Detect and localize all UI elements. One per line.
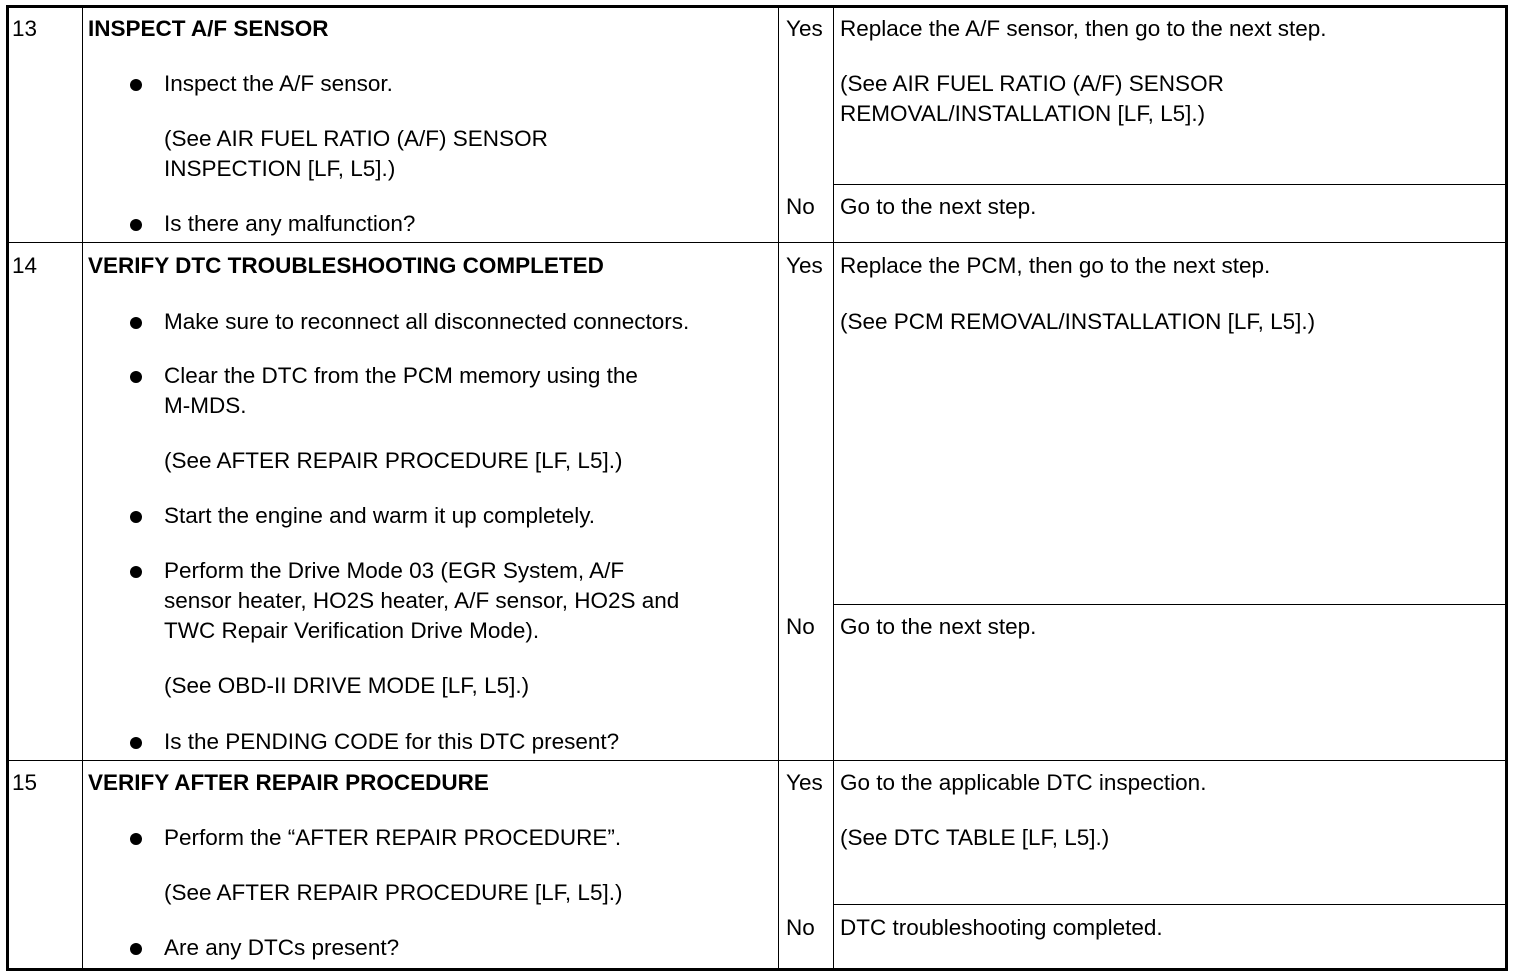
row-divider	[833, 184, 1506, 185]
step-number: 13	[12, 16, 38, 41]
bullet-icon	[130, 79, 142, 91]
bullet-continuation: sensor heater, HO2S heater, A/F sensor, HO2S and	[164, 588, 680, 613]
no-action: DTC troubleshooting completed.	[840, 915, 1163, 940]
column-divider	[833, 5, 834, 968]
bullet-continuation: M-MDS.	[164, 393, 247, 418]
yes-reference: (See AIR FUEL RATIO (A/F) SENSOR	[840, 71, 1224, 96]
row-divider	[6, 242, 1506, 243]
bullet-icon	[130, 943, 142, 955]
reference-text: (See OBD-II DRIVE MODE [LF, L5].)	[164, 673, 530, 698]
no-label: No	[786, 194, 815, 219]
bullet-icon	[130, 219, 142, 231]
reference-text: INSPECTION [LF, L5].)	[164, 156, 396, 181]
yes-label: Yes	[786, 770, 823, 795]
yes-label: Yes	[786, 16, 823, 41]
bullet-continuation: TWC Repair Verification Drive Mode).	[164, 618, 540, 643]
bullet-icon	[130, 737, 142, 749]
step-number: 14	[12, 253, 38, 278]
yes-action: Go to the applicable DTC inspection.	[840, 770, 1207, 795]
yes-reference: (See PCM REMOVAL/INSTALLATION [LF, L5].)	[840, 309, 1316, 334]
bullet-icon	[130, 371, 142, 383]
bullet-icon	[130, 511, 142, 523]
no-action: Go to the next step.	[840, 614, 1037, 639]
step-number: 15	[12, 770, 38, 795]
yes-action: Replace the PCM, then go to the next step.	[840, 253, 1271, 278]
reference-text: (See AIR FUEL RATIO (A/F) SENSOR	[164, 126, 548, 151]
yes-reference: (See DTC TABLE [LF, L5].)	[840, 825, 1110, 850]
step-title: VERIFY AFTER REPAIR PROCEDURE	[88, 770, 489, 795]
column-divider	[82, 5, 83, 968]
row-divider	[833, 604, 1506, 605]
no-action: Go to the next step.	[840, 194, 1037, 219]
step-title: INSPECT A/F SENSOR	[88, 16, 329, 41]
reference-text: (See AFTER REPAIR PROCEDURE [LF, L5].)	[164, 448, 623, 473]
yes-label: Yes	[786, 253, 823, 278]
no-label: No	[786, 614, 815, 639]
yes-action: Replace the A/F sensor, then go to the next step.	[840, 16, 1327, 41]
bullet-icon	[130, 566, 142, 578]
bullet-icon	[130, 833, 142, 845]
step-title: VERIFY DTC TROUBLESHOOTING COMPLETED	[88, 253, 604, 278]
bullet-icon	[130, 317, 142, 329]
yes-reference: REMOVAL/INSTALLATION [LF, L5].)	[840, 101, 1206, 126]
row-divider	[6, 760, 1506, 761]
row-divider	[833, 904, 1506, 905]
reference-text: (See AFTER REPAIR PROCEDURE [LF, L5].)	[164, 880, 623, 905]
no-label: No	[786, 915, 815, 940]
column-divider	[778, 5, 779, 968]
